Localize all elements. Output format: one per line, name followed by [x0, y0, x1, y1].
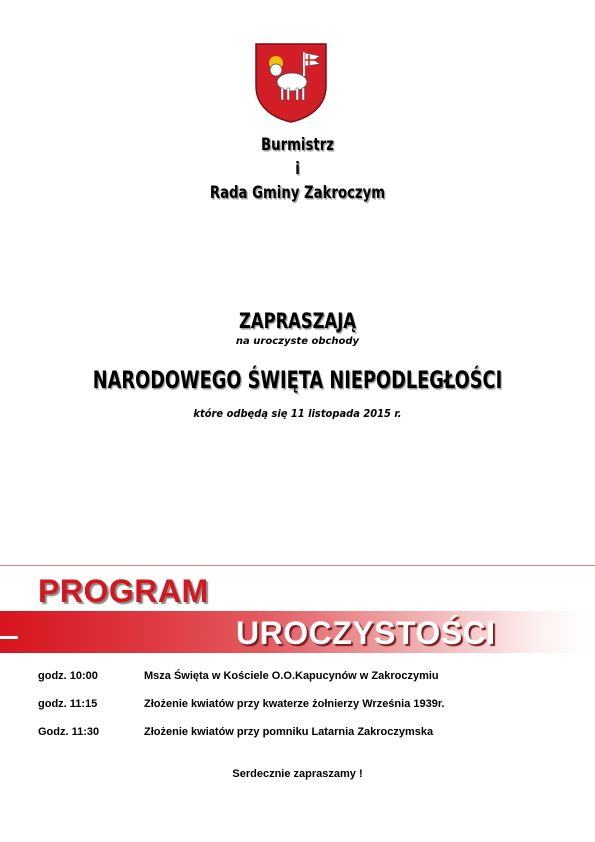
- program-item: [38, 726, 568, 744]
- issuer-line-3: Rada Gminy Zakroczym: [209, 183, 386, 203]
- program-item-time: godz. 11:15: [38, 698, 98, 710]
- divider-line: [0, 565, 595, 566]
- program-item-event: Złożenie kwiatów przy kwaterze żołnierzy Września 1939r.: [144, 698, 445, 710]
- program-item-time: godz. 10:00: [38, 670, 98, 682]
- program-item: [38, 670, 568, 688]
- program-band-title: UROCZYSTOŚCI: [236, 615, 496, 651]
- closing-line: Serdecznie zapraszamy !: [232, 768, 363, 780]
- program-item-event: Msza Święta w Kościele O.O.Kapucynów w Zakroczymiu: [144, 670, 439, 682]
- program-item-time: Godz. 11:30: [38, 726, 100, 738]
- issuer-line-2: i: [295, 159, 300, 179]
- invitation-subheading: na uroczyste obchody: [235, 336, 360, 347]
- program-item: [38, 698, 568, 716]
- holiday-title: NARODOWEGO ŚWIĘTA NIEPODLEGŁOŚCI: [92, 366, 503, 394]
- issuer-line-1: Burmistrz: [261, 135, 334, 155]
- program-item-event: Złożenie kwiatów przy pomniku Latarnia Zakroczymska: [144, 726, 434, 738]
- invitation-heading: ZAPRASZAJĄ: [239, 309, 356, 333]
- program-title: PROGRAM: [38, 573, 209, 609]
- date-line: które odbędą się 11 listopada 2015 r.: [193, 407, 402, 420]
- band-dash: [0, 636, 18, 639]
- coat-of-arms-lamb-icon: [254, 42, 328, 124]
